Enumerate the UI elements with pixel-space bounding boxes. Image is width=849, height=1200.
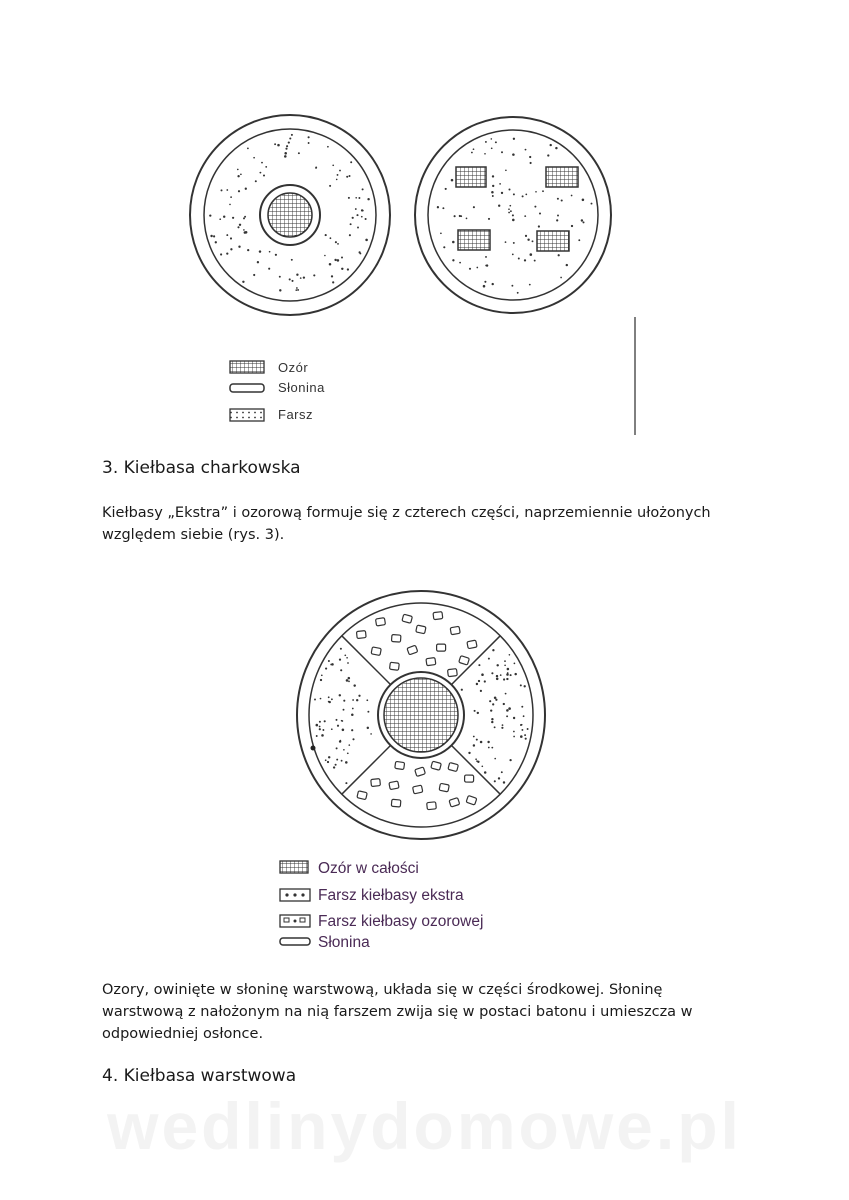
legend-1 (230, 360, 325, 422)
tongue-grid-piece (546, 167, 578, 187)
stripe-swatch-icon (280, 938, 310, 945)
farsz-dots (437, 138, 593, 294)
legend-1-item-slonina (230, 380, 325, 395)
legend-2-item-slonina (280, 934, 370, 951)
paragraph-2: Ozory, owinięte w słoninę warstwową, układa się w części środkowej. Słoninę warstwową z nałożonym na nią farszem zwija się w postaci batonu i umieszcza w odpowiedniej osłonce. (102, 982, 693, 1042)
tongue-grid-piece (456, 167, 486, 187)
legend-2 (280, 860, 483, 951)
legend-1-label: Farsz (278, 407, 313, 422)
legend-2-label: Ozór w całości (318, 860, 419, 877)
charkowska-cross-section (297, 591, 545, 839)
section-heading-3: 3. Kiełbasa charkowska (102, 458, 301, 478)
stripe-swatch-icon (230, 384, 264, 392)
tongue-grid-piece (458, 230, 490, 250)
legend-1-item-ozor (230, 360, 308, 375)
watermark: wedlinydomowe.pl (107, 1089, 742, 1163)
legend-1-item-farsz (230, 407, 313, 422)
legend-2-label: Farsz kiełbasy ekstra (318, 887, 464, 904)
grid-swatch-icon (280, 861, 308, 873)
legend-2-item-ozorowa (280, 913, 483, 930)
section-3-paragraph: Kiełbasy „Ekstra” i ozorową formuje się z czterech części, naprzemiennie ułożonych względem siebie (rys. 3). (102, 505, 711, 543)
tongue-grid-center (384, 678, 458, 752)
legend-2-item-ekstra (280, 887, 464, 904)
figure-2-cross-section (270, 575, 590, 955)
grid-swatch-icon (230, 361, 264, 373)
figure-1-cross-sections (180, 95, 650, 440)
legend-2-item-ozor (280, 860, 419, 877)
dotted-swatch-icon (230, 409, 264, 421)
legend-1-label: Ozór (278, 360, 309, 375)
tongue-grid-center (268, 193, 312, 237)
legend-2-label: Słonina (318, 934, 370, 951)
legend-2-label: Farsz kiełbasy ozorowej (318, 913, 484, 930)
legend-1-label: Słonina (278, 380, 325, 395)
right-cross-section (415, 117, 611, 313)
tongue-grid-piece (537, 231, 569, 251)
section-heading-4: 4. Kiełbasa warstwowa (102, 1066, 297, 1086)
left-cross-section (190, 115, 390, 315)
